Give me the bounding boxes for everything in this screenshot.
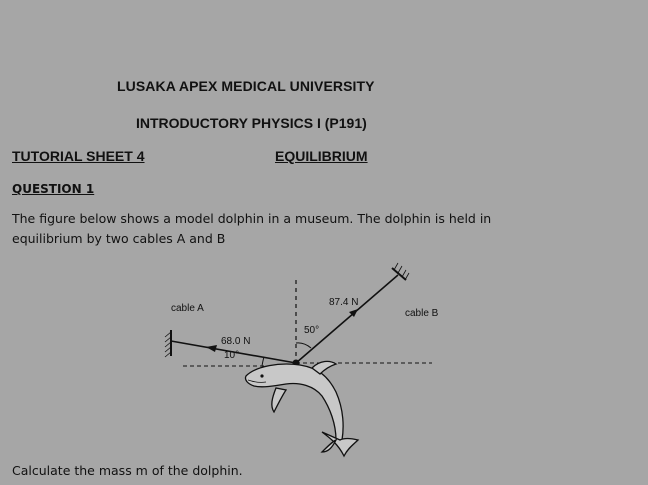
force-b-label: 87.4 N [329, 297, 359, 308]
force-a-label: 68.0 N [221, 336, 251, 347]
course-title: INTRODUCTORY PHYSICS I (P191) [136, 115, 367, 131]
university-title: LUSAKA APEX MEDICAL UNIVERSITY [117, 78, 375, 94]
dolphin-eye [260, 374, 263, 377]
sheet-title: TUTORIAL SHEET 4 [12, 148, 145, 164]
cable-a-arrow-icon [206, 345, 217, 352]
cable-a-text: cable A [171, 303, 204, 314]
cable-b-line [296, 275, 398, 363]
sheet-topic: EQUILIBRIUM [275, 148, 368, 164]
question-task: Calculate the mass m of the dolphin. [12, 463, 243, 478]
question-label: QUESTION 1 [12, 182, 95, 196]
angle-b-label: 50° [304, 325, 320, 336]
wall-a-icon [165, 330, 171, 357]
angle-b-arc [296, 343, 311, 348]
cable-a-label [171, 303, 204, 314]
cable-b-label: cable B [405, 308, 439, 319]
angle-a-arc [262, 357, 264, 366]
question-description: The figure below shows a model dolphin in a museum. The dolphin is held in equilibrium by two cables A and B [12, 211, 492, 246]
angle-a-label: 10° [224, 350, 240, 361]
